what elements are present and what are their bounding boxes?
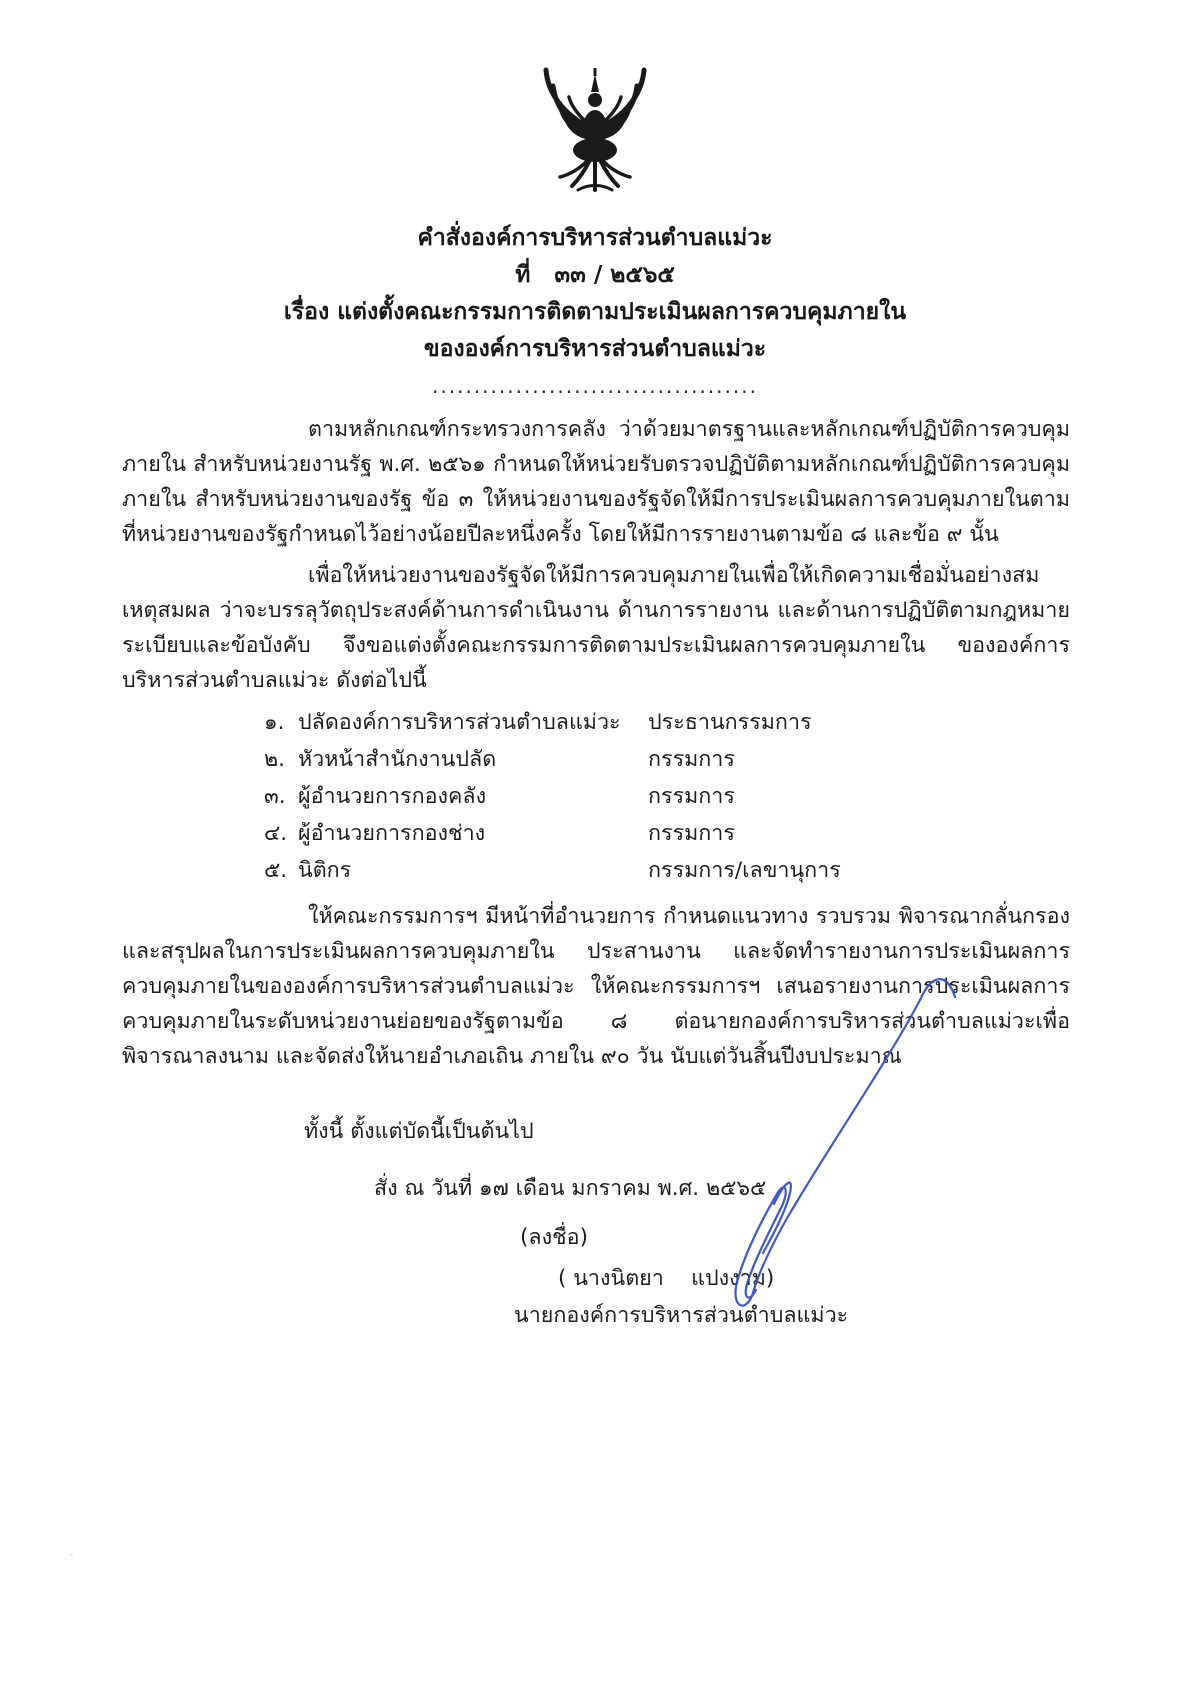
order-number: ที่ ๓๓ / ๒๕๖๕: [515, 262, 675, 288]
committee-position: ผู้อำนวยการกองคลัง: [298, 784, 487, 809]
scan-artifact: ·: [70, 1548, 74, 1562]
dotted-divider: .......................................: [432, 374, 758, 398]
committee-list: [264, 704, 1070, 889]
order-subject: เรื่อง แต่งตั้งคณะกรรมการติดตามประเมินผลการควบคุมภายใน: [283, 299, 907, 325]
paragraph-1: ตามหลักเกณฑ์กระทรวงการคลัง ว่าด้วยมาตรฐานและหลักเกณฑ์ปฏิบัติการควบคุมภายใน สำหรับหน่วยงานรัฐ พ.ศ. ๒๕๖๑ กำหนดให้หน่วยรับตรวจปฏิบัติตามหลักเกณฑ์ปฏิบัติการควบคุมภายใน สำหรับหน่วยงานของรัฐ ข้อ ๓ ให้หน่วยงานของรัฐจัดให้มีการประเมินผลการควบคุมภายในตามที่หน่วยงานของรัฐกำหนดไว้อย่างน้อยปีละหนึ่งครั้ง โดยให้มีการรายงานตามข้อ ๘ และข้อ ๙ นั้น: [122, 417, 1070, 547]
committee-position: หัวหน้าสำนักงานปลัด: [298, 747, 497, 772]
committee-role: กรรมการ: [648, 821, 735, 846]
signer-title: นายกองค์การบริหารส่วนตำบลแม่วะ: [514, 1303, 849, 1328]
committee-row: [264, 704, 1070, 741]
effective-line: ทั้งนี้ ตั้งแต่บัดนี้เป็นต้นไป: [304, 1119, 534, 1144]
committee-number: ๓.: [264, 784, 286, 809]
committee-role: กรรมการ/เลขานุการ: [648, 858, 841, 883]
committee-number: ๕.: [264, 858, 288, 883]
paragraph-2: เพื่อให้หน่วยงานของรัฐจัดให้มีการควบคุมภายในเพื่อให้เกิดความเชื่อมั่นอย่างสมเหตุสมผล ว่าจะบรรลุวัตถุประสงค์ด้านการดำเนินงาน ด้านการรายงาน และด้านการปฏิบัติตามกฎหมาย ระเบียบและข้อบังคับ จึงขอแต่งตั้งคณะกรรมการติดตามประเมินผลการควบคุมภายใน ขององค์การบริหารส่วนตำบลแม่วะ ดังต่อไปนี้: [122, 563, 1077, 693]
order-title: คำสั่งองค์การบริหารส่วนตำบลแม่วะ: [417, 225, 773, 251]
paragraph-3: ให้คณะกรรมการฯ มีหน้าที่อำนวยการ กำหนดแนวทาง รวบรวม พิจารณากลั่นกรอง และสรุปผลในการประเมินผลการควบคุมภายใน ประสานงาน และจัดทำรายงานการประเมินผลการควบคุมภายในขององค์การบริหารส่วนตำบลแม่วะ ให้คณะกรรมการฯ เสนอรายงานการประเมินผลการควบคุมภายในระดับหน่วยงานย่อยของรัฐตามข้อ ๘ ต่อนายกองค์การบริหารส่วนตำบลแม่วะเพื่อพิจารณาลงนาม และจัดส่งให้นายอำเภอเถิน ภายใน ๙๐ วัน นับแต่วันสิ้นปีงบประมาณ: [122, 904, 1077, 1069]
committee-number: ๒.: [264, 747, 286, 772]
committee-row: [264, 815, 1070, 852]
committee-role: ประธานกรรมการ: [648, 710, 812, 735]
committee-role: กรรมการ: [648, 747, 735, 772]
document-body: [122, 412, 1077, 1206]
committee-position: ปลัดองค์การบริหารส่วนตำบลแม่วะ: [298, 710, 621, 735]
order-date-line: สั่ง ณ วันที่ ๑๗ เดือน มกราคม พ.ศ. ๒๕๖๕: [374, 1176, 767, 1201]
signature-label: (ลงชื่อ): [520, 1225, 588, 1250]
order-subject-org: ขององค์การบริหารส่วนตำบลแม่วะ: [423, 336, 767, 362]
committee-position: ผู้อำนวยการกองช่าง: [298, 821, 486, 846]
committee-row: [264, 741, 1070, 778]
garuda-emblem: [534, 62, 656, 198]
committee-row: [264, 778, 1070, 815]
committee-number: ๑.: [264, 710, 285, 735]
committee-position: นิติกร: [298, 858, 352, 883]
emblem-container: [0, 0, 1190, 202]
signer-name: ( นางนิตยา แปงงาม): [558, 1266, 775, 1291]
committee-number: ๔.: [264, 821, 288, 846]
signature-block: [0, 1220, 1190, 1333]
document-heading: [0, 220, 1190, 368]
committee-role: กรรมการ: [648, 784, 735, 809]
committee-row: [264, 852, 1070, 889]
